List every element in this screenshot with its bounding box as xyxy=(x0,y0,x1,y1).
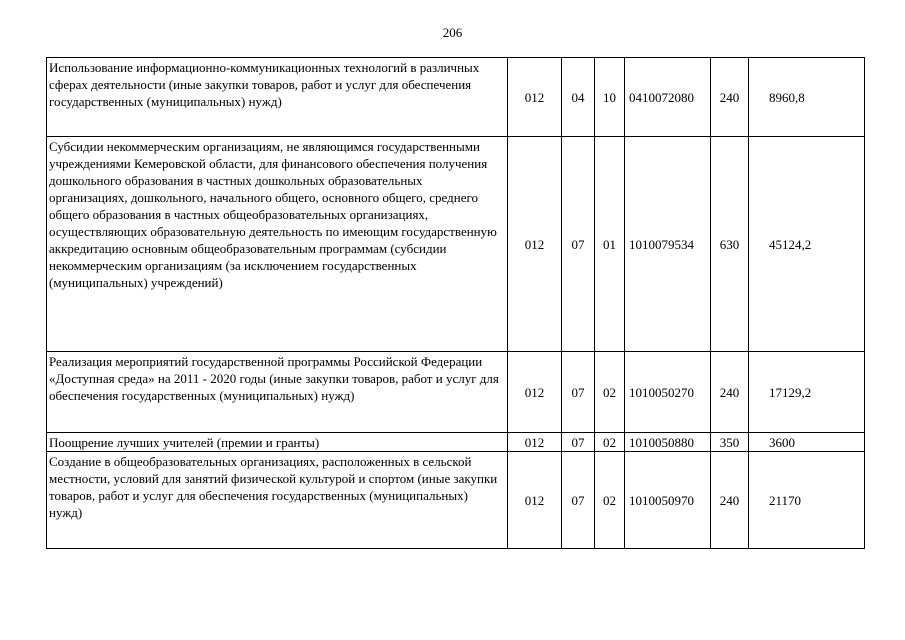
expense-type-code: 240 xyxy=(711,58,749,137)
target-code: 1010079534 xyxy=(625,137,711,352)
subsection-code: 01 xyxy=(595,137,625,352)
ministry-code: 012 xyxy=(508,433,562,452)
target-code: 0410072080 xyxy=(625,58,711,137)
amount: 8960,8 xyxy=(749,58,865,137)
section-code: 07 xyxy=(562,137,595,352)
amount: 3600 xyxy=(749,433,865,452)
table-row xyxy=(47,452,865,549)
subsection-code: 02 xyxy=(595,452,625,549)
ministry-code: 012 xyxy=(508,352,562,433)
expense-type-code: 240 xyxy=(711,352,749,433)
row-name: Создание в общеобразовательных организациях, расположенных в сельской местности, условий для занятий физической культурой и спортом (иные закупки товаров, работ и услуг для обеспечения государственных (муниципальных) нужд) xyxy=(47,452,508,549)
row-name: Субсидии некоммерческим организациям, не являющимся государственными учреждениями Кемеровской области, для финансового обеспечения получения дошкольного образования в частных дошкольных образовательных организациях, дошкольного, начального общего, основного общего, среднего общего образования в частных общеобразовательных организациях, осуществляющих образовательную деятельность по имеющим государственную аккредитацию основным общеобразовательным программам (субсидии некоммерческим организациям (за исключением государственных (муниципальных) учреждений) xyxy=(47,137,508,352)
section-code: 07 xyxy=(562,452,595,549)
subsection-code: 02 xyxy=(595,433,625,452)
amount: 45124,2 xyxy=(749,137,865,352)
ministry-code: 012 xyxy=(508,58,562,137)
table-row xyxy=(47,433,865,452)
row-name: Использование информационно-коммуникационных технологий в различных сферах деятельности (иные закупки товаров, работ и услуг для обеспечения государственных (муниципальных) нужд) xyxy=(47,58,508,137)
subsection-code: 10 xyxy=(595,58,625,137)
expense-type-code: 240 xyxy=(711,452,749,549)
subsection-code: 02 xyxy=(595,352,625,433)
page-number: 206 xyxy=(442,25,463,40)
row-name: Реализация мероприятий государственной программы Российской Федерации «Доступная среда» на 2011 - 2020 годы (иные закупки товаров, работ и услуг для обеспечения государственных (муниципальных) нужд) xyxy=(47,352,508,433)
table-row xyxy=(47,352,865,433)
section-code: 07 xyxy=(562,433,595,452)
expense-type-code: 350 xyxy=(711,433,749,452)
amount: 17129,2 xyxy=(749,352,865,433)
row-name: Поощрение лучших учителей (премии и гранты) xyxy=(47,433,508,452)
table-row xyxy=(47,58,865,137)
target-code: 1010050270 xyxy=(625,352,711,433)
target-code: 1010050970 xyxy=(625,452,711,549)
table-row xyxy=(47,137,865,352)
expense-type-code: 630 xyxy=(711,137,749,352)
section-code: 07 xyxy=(562,352,595,433)
target-code: 1010050880 xyxy=(625,433,711,452)
ministry-code: 012 xyxy=(508,452,562,549)
budget-table xyxy=(46,57,865,549)
ministry-code: 012 xyxy=(508,137,562,352)
section-code: 04 xyxy=(562,58,595,137)
amount: 21170 xyxy=(749,452,865,549)
